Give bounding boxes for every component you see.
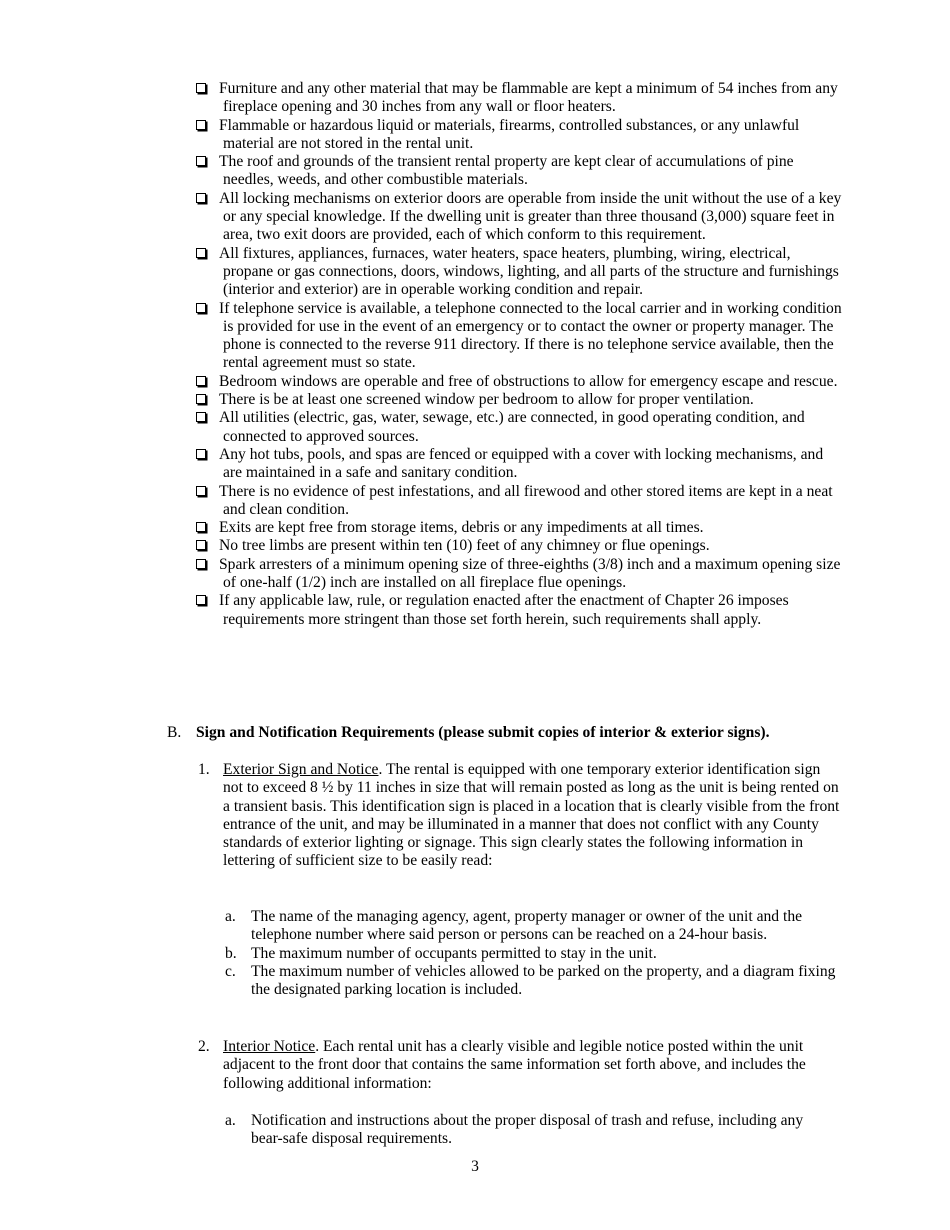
checkbox-icon[interactable] xyxy=(196,376,206,386)
checklist-item xyxy=(195,245,843,300)
checklist-item-text: Spark arresters of a minimum opening size of three-eighths (3/8) inch and a maximum opening size of one-half (1/2) inch are installed on all fireplace flue openings. xyxy=(219,555,841,592)
checklist-item-text: Exits are kept free from storage items, debris or any impediments at all times. xyxy=(219,519,704,537)
checkbox-icon[interactable] xyxy=(196,522,206,532)
sub-item-text: The maximum number of occupants permitted to stay in the unit. xyxy=(251,944,657,962)
page-number: 3 xyxy=(471,1158,479,1175)
checkbox-icon[interactable] xyxy=(196,486,206,496)
checklist-item-text: There is be at least one screened window per bedroom to allow for proper ventilation. xyxy=(219,391,754,409)
section-b-heading xyxy=(167,724,857,742)
checklist-item-text: If any applicable law, rule, or regulation enacted after the enactment of Chapter 26 imposes requirements more stringent than those set forth herein, such requirements shall apply. xyxy=(219,592,789,628)
item-text: . Each rental unit has a clearly visible and legible notice posted within the unit adjacent to the front door that contains the same information set forth above, and includes the following additional information: xyxy=(223,1038,806,1092)
checkbox-icon[interactable] xyxy=(196,449,206,459)
item-title: Exterior Sign and Notice xyxy=(223,761,379,778)
checkbox-icon[interactable] xyxy=(196,156,206,166)
checklist-item-text: There is no evidence of pest infestations, and all firewood and other stored items are kept in a neat and clean condition. xyxy=(219,482,833,518)
sub-item xyxy=(225,1112,837,1149)
checkbox-icon[interactable] xyxy=(196,120,206,130)
checklist-item xyxy=(195,556,843,593)
sub-item-label: a. xyxy=(225,908,236,925)
checklist-item xyxy=(195,117,843,154)
item-body xyxy=(223,1038,840,1093)
sub-item-label: b. xyxy=(225,944,237,962)
section-title: Sign and Notification Requirements (please submit copies of interior & exterior signs). xyxy=(196,724,770,741)
checklist-item-text: All utilities (electric, gas, water, sewage, etc.) are connected, in good operating condition, and connected to approved sources. xyxy=(219,409,805,445)
interior-notice-subitems xyxy=(225,1112,837,1149)
checkbox-icon[interactable] xyxy=(196,303,206,313)
checkbox-icon[interactable] xyxy=(196,412,206,422)
checkbox-icon[interactable] xyxy=(196,248,206,258)
checklist-item xyxy=(195,519,843,537)
checklist-item-text: Any hot tubs, pools, and spas are fenced or equipped with a cover with locking mechanisms, and are maintained in a safe and sanitary condition. xyxy=(219,445,824,482)
checklist-item-text: No tree limbs are present within ten (10) feet of any chimney or flue openings. xyxy=(219,537,710,555)
sub-item xyxy=(225,963,837,1000)
checkbox-icon[interactable] xyxy=(196,540,206,550)
interior-notice-item xyxy=(198,1038,840,1093)
exterior-sign-subitems xyxy=(225,908,837,999)
checkbox-icon[interactable] xyxy=(196,394,206,404)
item-number: 1. xyxy=(198,761,210,778)
item-title: Interior Notice xyxy=(223,1038,316,1055)
checklist-item xyxy=(195,409,843,446)
checkbox-icon[interactable] xyxy=(196,193,206,203)
item-body xyxy=(223,761,840,871)
sub-item-text: The name of the managing agency, agent, property manager or owner of the unit and the telephone number where said person or persons can be reached on a 24-hour basis. xyxy=(251,908,803,944)
sub-item-label: c. xyxy=(225,962,236,980)
requirements-checklist xyxy=(195,80,843,629)
checklist-item-text: Furniture and any other material that may be flammable are kept a minimum of 54 inches from any fireplace opening and 30 inches from any wall or floor heaters. xyxy=(219,80,838,116)
checklist-item-text: All fixtures, appliances, furnaces, water heaters, space heaters, plumbing, wiring, electrical, propane or gas connections, doors, windows, lighting, and all parts of the structure and furnishings (interior and exterior) are in operable working condition and repair. xyxy=(219,244,839,299)
checklist-item-text: Bedroom windows are operable and free of obstructions to allow for emergency escape and rescue. xyxy=(219,372,838,390)
section-letter: B. xyxy=(167,724,182,741)
checklist-item xyxy=(195,391,843,409)
checkbox-icon[interactable] xyxy=(196,595,206,605)
exterior-sign-item xyxy=(198,761,840,871)
item-number: 2. xyxy=(198,1038,210,1055)
checklist-item-text: Flammable or hazardous liquid or materials, firearms, controlled substances, or any unlawful material are not stored in the rental unit. xyxy=(219,116,800,152)
sub-item xyxy=(225,945,837,963)
checkbox-icon[interactable] xyxy=(196,83,206,93)
item-text: . The rental is equipped with one temporary exterior identification sign not to exceed 8 ½ by 11 inches in size that will remain posted as long as the unit is being rented on a transient basis. This identification sign is placed in a location that is clearly visible from the front entrance of the unit, and may be illuminated in a manner that does not conflict with any County standards of exterior lighting or signage. This sign clearly states the following information in lettering of sufficient size to be easily read: xyxy=(223,761,840,870)
checklist-item xyxy=(195,592,843,629)
sub-item xyxy=(225,908,837,945)
checklist-item xyxy=(195,373,843,391)
checkbox-icon[interactable] xyxy=(196,559,206,569)
checklist-item-text: All locking mechanisms on exterior doors are operable from inside the unit without the use of a key or any special knowledge. If the dwelling unit is greater than three thousand (3,000) square feet in area, two exit doors are provided, each of which conform to this requirement. xyxy=(219,189,842,244)
checklist-item xyxy=(195,153,843,190)
checklist-item xyxy=(195,537,843,555)
sub-item-text: The maximum number of vehicles allowed to be parked on the property, and a diagram fixing the designated parking location is included. xyxy=(251,962,836,999)
sub-item-label: a. xyxy=(225,1112,236,1129)
checklist-item xyxy=(195,80,843,117)
checklist-item-text: If telephone service is available, a telephone connected to the local carrier and in working condition is provided for use in the event of an emergency or to contact the owner or property manager. The phone is connected to the reverse 911 directory. If there is no telephone service available, then the rental agreement must so state. xyxy=(219,299,842,372)
checklist-item-text: The roof and grounds of the transient rental property are kept clear of accumulations of pine needles, weeds, and other combustible materials. xyxy=(219,153,794,189)
checklist-item xyxy=(195,190,843,245)
checklist-item xyxy=(195,446,843,483)
checklist-item xyxy=(195,483,843,520)
checklist-item xyxy=(195,300,843,373)
sub-item-text: Notification and instructions about the proper disposal of trash and refuse, including any bear-safe disposal requirements. xyxy=(251,1112,804,1148)
